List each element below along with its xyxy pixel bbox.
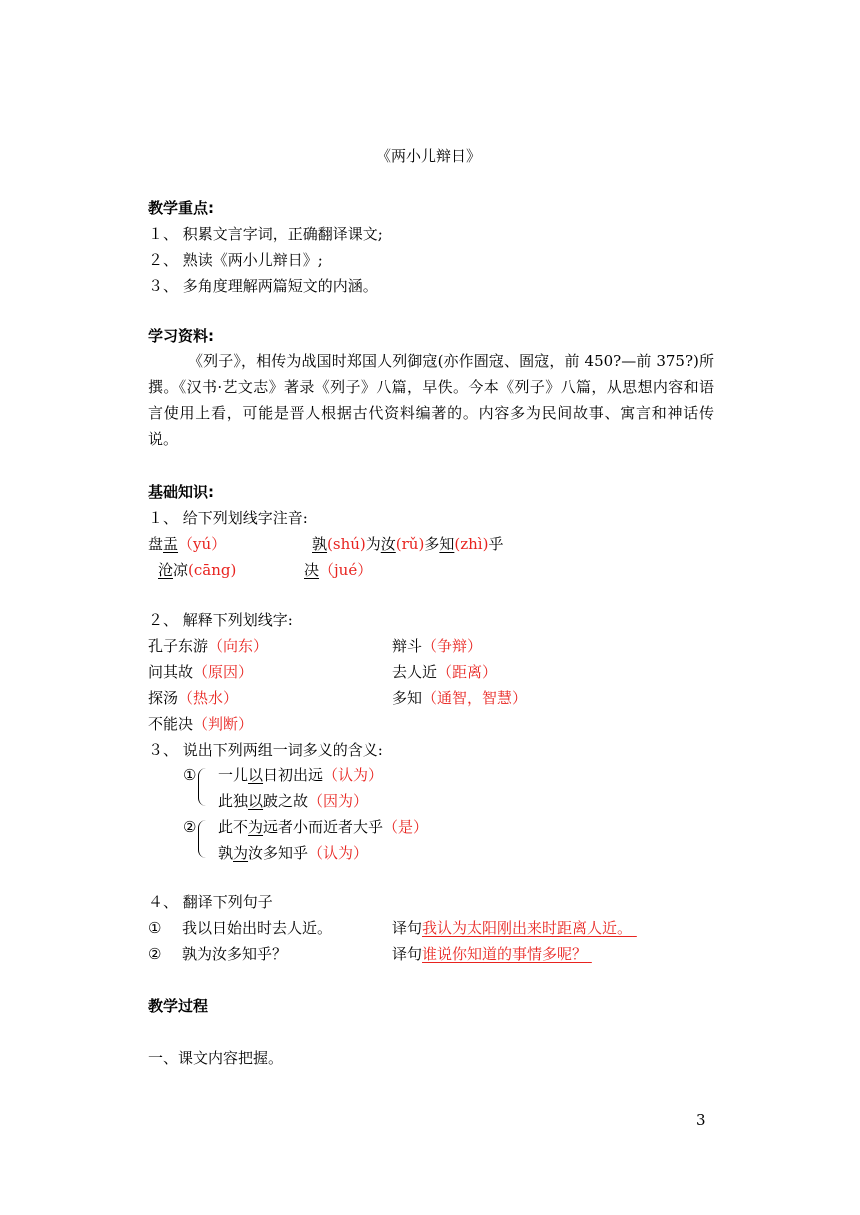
q2-label: ２、 解释下列划线字:: [148, 611, 293, 629]
q2-item: 探汤（热水）: [148, 689, 239, 707]
materials-heading: 学习资料:: [148, 327, 214, 345]
q3-brace: [198, 820, 207, 858]
q4-number: ①: [148, 919, 162, 937]
basics-heading: 基础知识:: [148, 483, 214, 501]
q2-item: 不能决（判断）: [148, 715, 254, 733]
q2-item: 问其故（原因）: [148, 663, 254, 681]
q3-line: 此独以跛之故（因为）: [218, 792, 369, 810]
key-point-item: １、 积累文言字词，正确翻译课文;: [148, 225, 383, 243]
key-point-item: ２、 熟读《两小儿辩日》;: [148, 251, 323, 269]
q3-label: ３、 说出下列两组一词多义的含义:: [148, 741, 383, 759]
q1-item-4: 决（jué）: [304, 561, 373, 579]
q3-line: 一儿以日初出远（认为）: [218, 766, 384, 784]
process-heading: 教学过程: [148, 997, 209, 1015]
q2-item: 辩斗（争辩）: [392, 637, 483, 655]
q4-sentence: 孰为汝多知乎？: [182, 945, 288, 963]
page-title: 《两小儿辩日》: [376, 147, 482, 165]
q4-translation: 译句我认为太阳刚出来时距离人近。: [392, 919, 633, 937]
q2-item: 孔子东游（向东）: [148, 637, 269, 655]
key-points-heading: 教学重点:: [148, 199, 214, 217]
q1-item-2: 孰(shú)为汝(rǔ)多知(zhì)乎: [312, 535, 504, 553]
q3-group-number: ①: [183, 766, 197, 784]
q3-brace: [198, 768, 207, 806]
q3-line: 孰为汝多知乎（认为）: [218, 844, 369, 862]
q1-label: １、 给下列划线字注音:: [148, 509, 308, 527]
q3-line: 此不为远者小而近者大乎（是）: [218, 818, 429, 836]
q4-sentence: 我以日始出时去人近。: [182, 919, 333, 937]
q1-item-1: 盘盂（yú）: [148, 535, 227, 553]
q4-label: ４、 翻译下列句子: [148, 893, 273, 911]
q4-number: ②: [148, 945, 162, 963]
process-section-1: 一、课文内容把握。: [148, 1049, 284, 1067]
q2-item: 去人近（距离）: [392, 663, 498, 681]
q2-item: 多知（通智，智慧）: [392, 689, 528, 707]
q1-item-3: 沧凉(cāng): [158, 561, 237, 579]
materials-paragraph: 《列子》，相传为战国时郑国人列御寇(亦作圄寇、圄寇，前 450?—前 375?)所撰。《汉书·艺文志》著录《列子》八篇，早佚。今本《列子》八篇，从思想内容和语言使用上看，可能是晋人根据古代资料编著的。内容多为民间故事、寓言和神话传说。: [148, 352, 714, 448]
q4-translation: 译句谁说你知道的事情多呢？: [392, 945, 588, 963]
q3-group-number: ②: [183, 818, 197, 836]
key-point-item: ３、 多角度理解两篇短文的内涵。: [148, 277, 378, 295]
page-number: 3: [696, 1111, 706, 1129]
